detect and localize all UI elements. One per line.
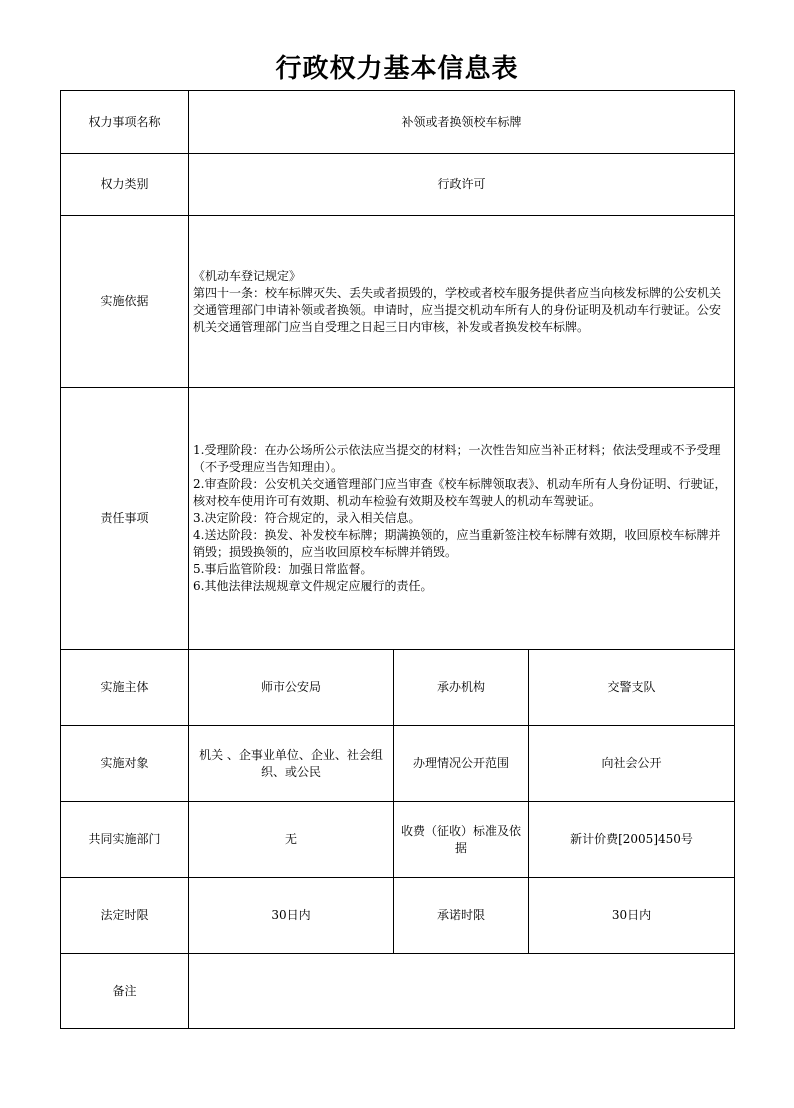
org-label: 承办机构 — [394, 650, 529, 726]
joint-label: 共同实施部门 — [61, 802, 189, 878]
limit-label: 法定时限 — [61, 878, 189, 954]
duty-item: 5.事后监管阶段：加强日常监督。 — [193, 562, 373, 576]
row-duty — [61, 388, 735, 650]
duty-label: 责任事项 — [61, 388, 189, 650]
duty-item: 2.审查阶段：公安机关交通管理部门应当审查《校车标牌领取表》、机动车所有人身份证明、行驶证，核对校车使用许可有效期、机动车检验有效期及校车驾驶人的机动车驾驶证。 — [193, 477, 727, 508]
page-title: 行政权力基本信息表 — [275, 54, 519, 84]
subject-label: 实施主体 — [61, 650, 189, 726]
promise-value: 30日内 — [529, 878, 735, 954]
row-limit — [61, 878, 735, 954]
row-category — [61, 154, 735, 216]
limit-value: 30日内 — [189, 878, 394, 954]
scope-value: 向社会公开 — [529, 726, 735, 802]
duty-item: 1.受理阶段：在办公场所公示依法应当提交的材料；一次性告知应当补正材料；依法受理或不予受理（不予受理应当告知理由）。 — [193, 443, 721, 474]
duty-item: 3.决定阶段：符合规定的，录入相关信息。 — [193, 511, 421, 525]
row-name — [61, 91, 735, 154]
scope-label: 办理情况公开范围 — [394, 726, 529, 802]
target-value: 机关 、企事业单位、企业、社会组织、或公民 — [189, 726, 394, 802]
promise-label: 承诺时限 — [394, 878, 529, 954]
name-label: 权力事项名称 — [61, 91, 189, 154]
category-value: 行政许可 — [189, 154, 735, 216]
joint-value: 无 — [189, 802, 394, 878]
basis-label: 实施依据 — [61, 216, 189, 388]
row-target — [61, 726, 735, 802]
remark-label: 备注 — [61, 954, 189, 1029]
row-basis — [61, 216, 735, 388]
org-value: 交警支队 — [529, 650, 735, 726]
row-remark — [61, 954, 735, 1029]
remark-value — [189, 954, 735, 1029]
info-table — [60, 90, 735, 1029]
fee-label: 收费（征收）标准及依据 — [394, 802, 529, 878]
row-subject — [61, 650, 735, 726]
category-label: 权力类别 — [61, 154, 189, 216]
name-value: 补领或者换领校车标牌 — [189, 91, 735, 154]
row-joint — [61, 802, 735, 878]
duty-item: 4.送达阶段：换发、补发校车标牌；期满换领的，应当重新签注校车标牌有效期，收回原校车标牌并销毁；损毁换领的，应当收回原校车标牌并销毁。 — [193, 528, 721, 559]
duty-item: 6.其他法律法规规章文件规定应履行的责任。 — [193, 579, 433, 593]
duty-list — [189, 388, 735, 650]
subject-value: 师市公安局 — [189, 650, 394, 726]
fee-value: 新计价费[2005]450号 — [529, 802, 735, 878]
basis-value: 《机动车登记规定》 第四十一条：校车标牌灭失、丢失或者损毁的，学校或者校车服务提供者应当向核发标牌的公安机关交通管理部门申请补领或者换领。申请时，应当提交机动车所有人的身份证明及机动车行驶证。公安机关交通管理部门应当自受理之日起三日内审核，补发或者换发校车标牌。 — [193, 268, 722, 334]
target-label: 实施对象 — [61, 726, 189, 802]
